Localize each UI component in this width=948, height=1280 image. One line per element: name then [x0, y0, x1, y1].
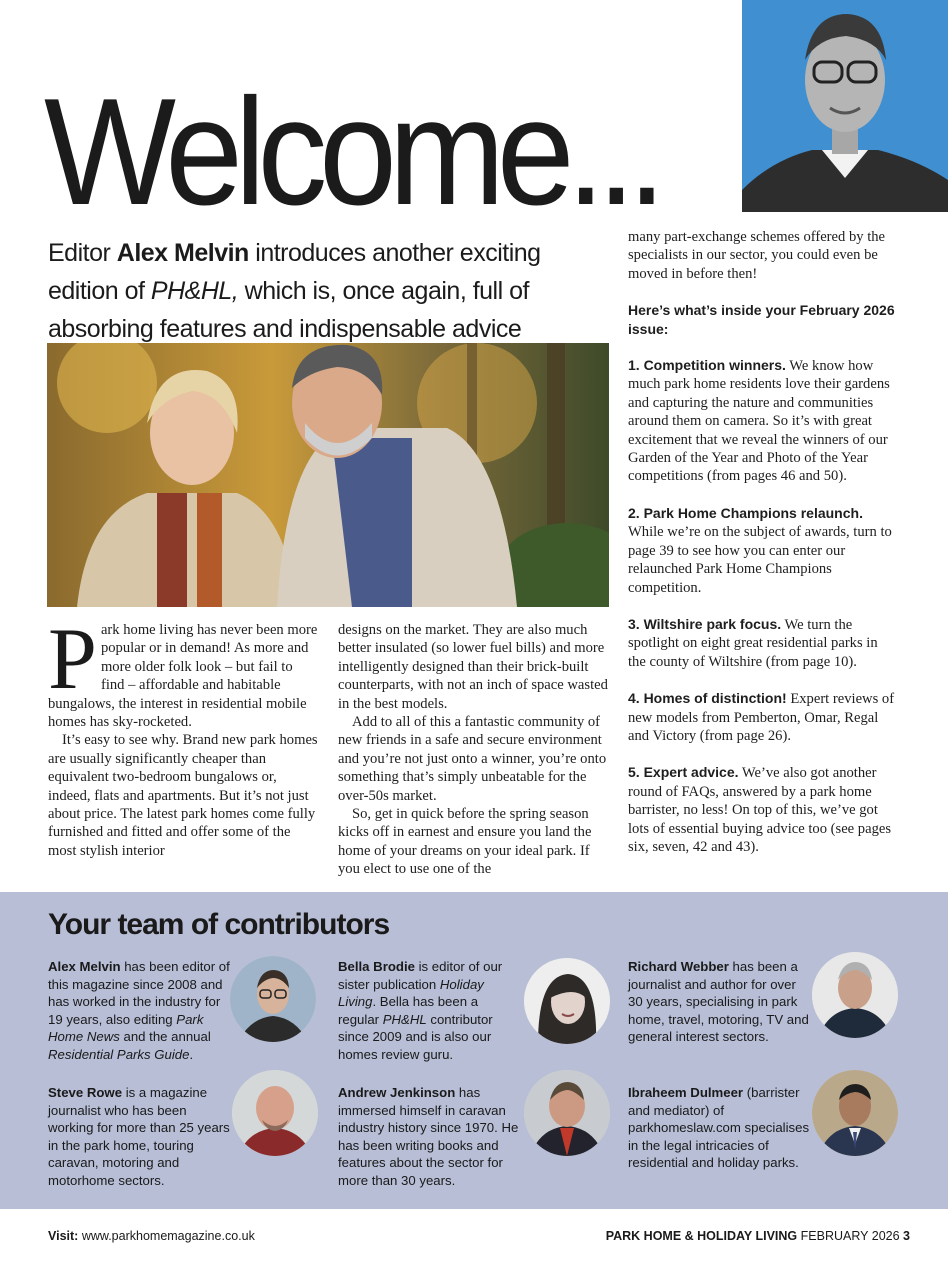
drop-cap: P	[48, 611, 97, 708]
article-column-3: many part-exchange schemes offered by the specialists in our sector, you could even be moved in before then! Here’s what’s inside your February 2026 issue: 1. Competition winners. We know how much park home residents love their gardens and capturing the nature and communities around them on camera. So it’s with great excitement that we reveal the winners of our Garden of the Year and Photo of the Year competitions (from pages 46 and 50). 2. Park Home Champions relaunch. While we’re on the subject of awards, turn to page 39 to see how you can enter our relaunched Park Home Champions competition. 3. Wiltshire park focus. We turn the spotlight on eight great residential parks in the county of Wiltshire (from page 10). 4. Homes of distinction! Expert reviews of new models from Pemberton, Omar, Regal and Victory (from page 26). 5. Expert advice. We’ve also got another round of FAQs, answered by a park home barrister, no less! On top of this, we’ve got lots of essential buying advice too (see pages six, seven, 42 and 43).	[628, 228, 898, 856]
avatar	[232, 1070, 318, 1156]
contributor-steve-rowe: Steve Rowe is a magazine journalist who has been working for more than 25 years in the park home, touring caravan, motoring and motorhome sectors.	[48, 1085, 230, 1188]
hero-photo	[47, 343, 609, 607]
contributor-alex-melvin: Alex Melvin has been editor of this magazine since 2008 and has worked in the industry for 19 years, also editing Park Home News and the annual Residential Parks Guide.	[48, 959, 230, 1062]
avatar	[524, 958, 610, 1044]
avatar	[812, 1070, 898, 1156]
article-column-1: Park home living has never been more popular or in demand! As more and more older folk look – but fail to find – affordable and habitable bungalows, the interest in residential mobile homes has sky-rocketed. It’s easy to see why. Brand new park homes are usually significantly cheaper than equivalent two-bedroom bungalows or, indeed, flats and apartments. But it’s not just about price. The latest park homes come fully furnished and fitted and offer some of the most stylish interior	[48, 611, 318, 859]
list-item: 1. Competition winners. We know how much park home residents love their gardens and capturing the nature and communities around them on camera. So it’s with great excitement that we reveal the winners of our Garden of the Year and Photo of the Year competitions (from pages 46 and 50).	[628, 357, 890, 485]
list-item: 2. Park Home Champions relaunch. While we’re on the subject of awards, turn to page 39 to see how you can enter our relaunched Park Home Champions competition.	[628, 504, 892, 596]
page-headline: Welcome...	[44, 67, 659, 237]
avatar	[524, 1070, 610, 1156]
contributor-ibraheem-dulmeer: Ibraheem Dulmeer (barrister and mediator) of parkhomeslaw.com specialises in the legal intricacies of residential and holiday parks.	[628, 1085, 810, 1171]
contributor-richard-webber: Richard Webber has been a journalist and author for over 30 years, specialising in park home, travel, motoring, TV and general interest sectors.	[628, 959, 809, 1045]
article-column-2: designs on the market. They are also much better insulated (so lower fuel bills) and more intelligently designed than their brick-built counterparts, with not an inch of space wasted in the best models. Add to all of this a fantastic community of new friends in a safe and secure environment and you’re not just onto a winner, you’re onto something that’s simply unbeatable for the over-50s market. So, get in quick before the spring season kicks off in earnest and ensure you land the home of your dreams on your ideal park. If you elect to use one of the	[338, 622, 608, 878]
list-item: 4. Homes of distinction! Expert reviews of new models from Pemberton, Omar, Regal and Victory (from page 26).	[628, 690, 895, 744]
contributor-bella-brodie: Bella Brodie is editor of our sister publication Holiday Living. Bella has been a regular PH&HL contributor since 2009 and is also our homes review guru.	[338, 959, 503, 1062]
avatar	[230, 956, 316, 1042]
editor-name: Alex Melvin	[116, 239, 249, 267]
editor-portrait	[742, 0, 948, 212]
contributor-andrew-jenkinson: Andrew Jenkinson has immersed himself in caravan industry history since 1970. He has been writing books and features about the sector for more than 30 years.	[338, 1085, 519, 1188]
avatar	[812, 952, 898, 1038]
list-item: 3. Wiltshire park focus. We turn the spotlight on eight great residential parks in the county of Wiltshire (from page 10).	[628, 615, 878, 670]
footer-folio: PARK HOME & HOLIDAY LIVING FEBRUARY 2026 3	[605, 1229, 910, 1243]
standfirst: Editor Alex Melvin introduces another exciting edition of PH&HL, which is, once again, full of absorbing features and indispensable advice	[48, 239, 541, 343]
page-number: 3	[903, 1229, 910, 1243]
list-item: 5. Expert advice. We’ve also got another round of FAQs, answered by a park home barrister, no less! On top of this, we’ve got lots of essential buying advice too (see pages six, seven, 42 and 43).	[628, 764, 892, 855]
website-link[interactable]: www.parkhomemagazine.co.uk	[78, 1229, 255, 1243]
footer-visit: Visit: www.parkhomemagazine.co.uk	[48, 1229, 255, 1243]
inside-heading: Here’s what’s inside your February 2026 issue:	[628, 302, 895, 337]
contributors-title: Your team of contributors	[48, 908, 390, 941]
